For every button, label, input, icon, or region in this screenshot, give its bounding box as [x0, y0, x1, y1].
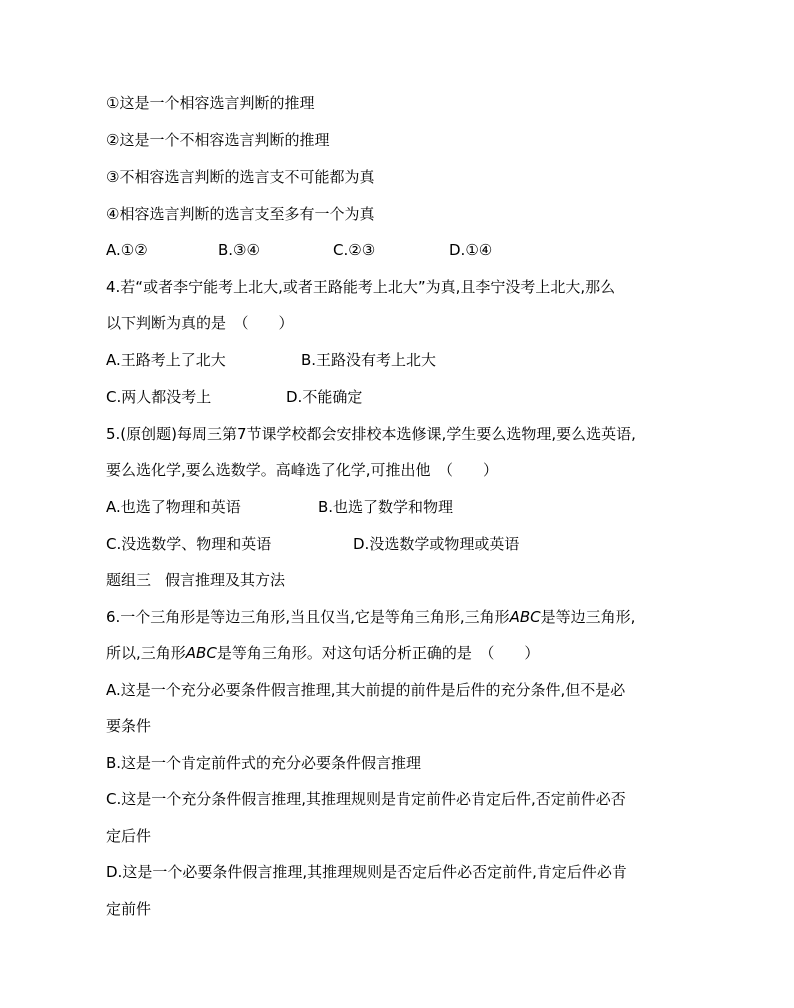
q6-option-b: B.这是一个肯定前件式的充分必要条件假言推理 — [106, 754, 422, 772]
q6-triangle-name-2: ABC — [185, 644, 217, 662]
q3-option-a: A.①② — [106, 241, 148, 259]
q6-option-d-line2: 定前件 — [106, 900, 152, 918]
q4-option-b: B.王路没有考上北大 — [301, 351, 437, 369]
q4-option-c: C.两人都没考上 — [106, 388, 212, 406]
q4-stem-line2: 以下判断为真的是 （ ） — [106, 314, 294, 332]
q6-option-d-line1: D.这是一个必要条件假言推理,其推理规则是否定后件必否定前件,肯定后件必肯 — [106, 863, 627, 881]
q6-option-c-line2: 定后件 — [106, 827, 152, 845]
q6-triangle-name-1: ABC — [509, 608, 541, 626]
q6-stem-line1 — [106, 607, 635, 627]
section-title: 假言推理及其方法 — [165, 571, 286, 589]
q5-option-d: D.没选数学或物理或英语 — [353, 535, 520, 553]
q4-option-a: A.王路考上了北大 — [106, 351, 226, 369]
q5-stem-line1: 5.(原创题)每周三第7节课学校都会安排校本选修课,学生要么选物理,要么选英语, — [106, 425, 636, 443]
q4-stem-line1: 4.若“或者李宁能考上北大,或者王路能考上北大”为真,且李宁没考上北大,那么 — [106, 278, 616, 296]
statement-2: ②这是一个不相容选言判断的推理 — [106, 131, 330, 149]
q5-option-b: B.也选了数学和物理 — [318, 498, 454, 516]
q4-option-d: D.不能确定 — [286, 388, 363, 406]
q6-stem-line2-part-a: 所以,三角形 — [106, 644, 186, 662]
q6-stem-line2 — [106, 643, 539, 663]
q6-stem-line1-part-b: 是等边三角形, — [540, 608, 636, 626]
q3-option-b: B.③④ — [218, 241, 260, 259]
q6-option-c-line1: C.这是一个充分条件假言推理,其推理规则是肯定前件必肯定后件,否定前件必否 — [106, 790, 626, 808]
q6-stem-line1-part-a: 6.一个三角形是等边三角形,当且仅当,它是等角三角形,三角形 — [106, 608, 510, 626]
q5-option-a: A.也选了物理和英语 — [106, 498, 241, 516]
q3-option-d: D.①④ — [449, 241, 493, 259]
q6-option-a-line1: A.这是一个充分必要条件假言推理,其大前提的前件是后件的充分条件,但不是必 — [106, 681, 626, 699]
q5-option-c: C.没选数学、物理和英语 — [106, 535, 272, 553]
q6-stem-line2-part-b: 是等角三角形。对这句话分析正确的是 （ ） — [216, 644, 540, 662]
q6-option-a-line2: 要条件 — [106, 717, 152, 735]
statement-3: ③不相容选言判断的选言支不可能都为真 — [106, 168, 375, 186]
section-heading — [106, 570, 285, 590]
q3-option-c: C.②③ — [333, 241, 376, 259]
q5-stem-line2: 要么选化学,要么选数学。高峰选了化学,可推出他 （ ） — [106, 461, 499, 479]
statement-4: ④相容选言判断的选言支至多有一个为真 — [106, 205, 375, 223]
statement-1: ①这是一个相容选言判断的推理 — [106, 94, 315, 112]
section-label: 题组三 — [106, 571, 152, 589]
